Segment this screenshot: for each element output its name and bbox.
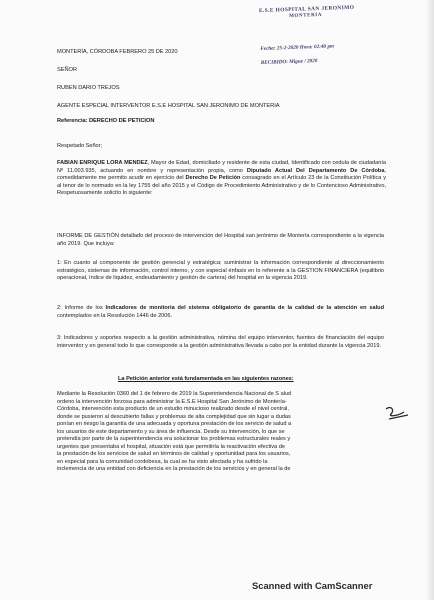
petitioner-name: FABIAN ENRIQUE LORA MENDEZ xyxy=(57,160,148,166)
request-item-3: 3: Indicadores y soportes respecto a la gestión administrativa, nómina del equipo interventor, fuentes de financiación del equipo interventor y en general todo lo que corresponde a la gestión administrativa llevada a cabo por la entidad durante la vigencia 2019. xyxy=(57,335,384,349)
basis-line: ordeno la intervención forzosa para administrar la E.S.E Hospital San Jerónimo de Montería- xyxy=(57,398,287,405)
basis-line: los usuarios de este departamento y su área de influencia. Desde su intervención, lo que se xyxy=(57,428,285,435)
scanner-watermark: Scanned with CamScanner xyxy=(252,580,373,591)
basis-line: pretendía por parte de la superintendencia era solucionar los problemas estructurales reales y xyxy=(57,436,291,443)
reference-line xyxy=(57,118,154,126)
reference-label: Referencia: xyxy=(57,118,88,124)
recipient-title: AGENTE ESPECIAL INTERVENTOR E.S.E HOSPITAL SAN JERONIMO DE MONTERIA xyxy=(57,103,280,109)
basis-line: Mediante la Resolución 0360 del 1 de febrero de 2019 la Superintendencia Nacional de S alud xyxy=(57,391,292,397)
recipient-name: RUBEN DARIO TREJOS xyxy=(57,85,120,91)
basis-line: inclemencia de una entidad con deficiencia en la prestación de los servicios y en general la de xyxy=(57,466,291,473)
date-line: MONTERÍA, CÓRDOBA FEBRERO 25 DE 2020 xyxy=(57,49,178,55)
reference-value: DERECHO DE PETICION xyxy=(87,118,155,124)
handwritten-mark xyxy=(380,402,414,430)
basis-line: ponían en riesgo la garantía de una adecuada y oportuna prestación de los servicio de salud a xyxy=(57,421,292,428)
petitioner-role: Diputado Actual Del Departamento De Córdoba xyxy=(246,167,385,174)
basis-line: en especial para la comunidad cordobesa, la cual se ha visto afectada y ha sufrido la xyxy=(57,458,268,465)
stamp-handwriting-received: RECIBIDO: Migue / 2020 xyxy=(260,58,318,67)
stamp-line-2: MONTERIA xyxy=(289,12,323,20)
basis-line: donde se pusieron al descubierto fallas y problemas de alta complejidad que sin lugar a dudas xyxy=(57,413,291,420)
basis-paragraph xyxy=(57,391,385,474)
petition-right: Derecho De Petición xyxy=(185,175,241,182)
reception-stamp xyxy=(259,4,379,74)
greeting: Respetado Señor; xyxy=(57,143,103,149)
basis-line: la prestación de los servicios de salud en términos de calidad y oportunidad para los usuarios, xyxy=(57,451,291,458)
intro-paragraph: FABIAN ENRIQUE LORA MENDEZ, Mayor de Edad, domiciliado y residente de esta ciudad, Identificado con cedula de ciudadanía Nº 11.003.935, actuando en nombre y representación propia, como Diputado Actual Del Departamento De Córdoba, comedidamente me permito acudir en ejercicio del Derecho De Petición consagrado en el Artículo 23 de la Constitución Política y al tenor de lo normado en la ley 1755 del año 2015 y el Código de Procedimiento Administrativo y de lo Contencioso Administrativo, Respetuosamente solicito lo siguiente: xyxy=(57,160,386,197)
salutation: SEÑOR xyxy=(57,67,77,73)
request-item-1: 1: En cuanto al componente de gestión gerencial y estratégica; suministrar la información correspondiente al direccionamiento estratégico, sistemas de información, control interno, y con especial énfasis en lo referente a la GESTION FINANCIERA (equilibrio operacional, índice de liquidez, endeudamiento y gestión de cartera) del hospital en la vigencia 2019. xyxy=(57,260,384,282)
stamp-handwriting-date: Fecha: 25-2-2020 Hora: 02:40 pm xyxy=(260,43,335,53)
request-item-2: 2: Informe de los Indicadores de monitoria del sistema obligatorio de garantía de la calidad de la atención en salud contemplados en la Resolución 1446 de 2006. xyxy=(57,305,384,319)
basis-line: urgentes que presentaba el hospital, situación está que permitiría la reactivación efectiva de xyxy=(57,443,285,450)
basis-heading: La Petición anterior está fundamentada en las siguientes razones: xyxy=(118,376,294,382)
request-intro: INFORME DE GESTIÓN detallado del proceso de intervención del Hospital san jerónimo de Montería correspondiente a la vigencia año 2019. Que incluya: xyxy=(57,233,384,247)
basis-line: Córdoba, intervención esta producto de un estudio minucioso realizado desde el nivel central, xyxy=(57,406,289,413)
stamp-line-1: E.S.E HOSPITAL SAN JERONIMO xyxy=(258,4,355,15)
page-shadow xyxy=(426,0,434,600)
